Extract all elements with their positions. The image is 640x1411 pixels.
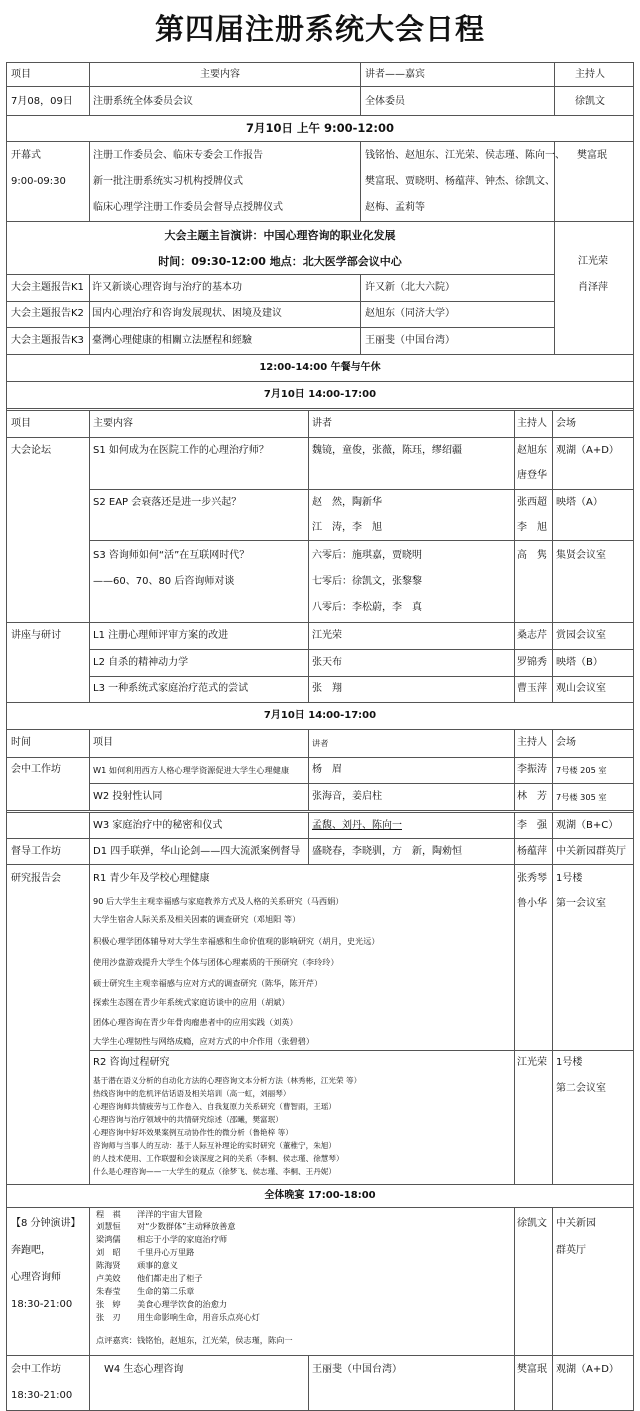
lecture-l2-speaker: 张天布 [312,657,342,668]
workshop-w4-title: W4 生态心理咨询 [104,1364,184,1375]
talk-venue-1: 中关新园 [556,1218,596,1229]
supervision-d1-speaker: 盛晓春，李晓驯，方 新，陶勑恒 [312,846,462,857]
forum-label: 大会论坛 [11,445,51,456]
report-k1-title: 许又新谈心理咨询与治疗的基本功 [92,282,242,293]
research-r1-venue-2: 第一会议室 [556,898,606,909]
workshop-w2-host: 林 芳 [517,791,547,802]
committee-content: 注册系统全体委员会议 [93,96,193,107]
session-header-afternoon-2: 7月10日 14:00-17:00 [263,710,377,721]
report-k3-label: 大会主题报告K3 [11,335,84,346]
talk-venue-2: 群英厅 [556,1245,586,1256]
s2-header-project: 项目 [11,418,31,429]
s2-header-venue: 会场 [556,418,576,429]
committee-speaker: 全体委员 [365,96,405,107]
talk-commentators: 点评嘉宾：钱铭怡，赵旭东，江光荣，侯志瑾，陈向一 [96,1335,293,1345]
research-r1-paper: 探索生态图在青少年系统式家庭访谈中的应用（胡斌） [93,997,290,1007]
lecture-l1-venue: 赏园会议室 [556,630,606,641]
opening-item-2: 新一批注册系统实习机构授牌仪式 [93,176,243,187]
talk-speaker: 程 祺 [96,1209,121,1219]
opening-time: 9:00-09:30 [11,176,66,187]
talk-speaker: 张 婷 [96,1299,121,1309]
forum-s1-speakers: 魏镜，童俊，张薇，陈珏，缪绍疆 [312,445,462,456]
report-k1-speaker: 许又新（北大六院） [365,282,455,293]
research-r2-paper: 什么是心理咨询——一大学生的观点（徐梦飞、侯志瑾、李桐、王丹妮） [93,1167,336,1176]
talk-title: 他们都走出了柜子 [137,1273,203,1283]
forum-s1-host-2: 唐登华 [517,470,547,481]
session-header-morning: 7月10日 上午 9:00-12:00 [246,121,394,135]
research-r2-host: 江光荣 [517,1057,547,1068]
keynote-theme: 大会主题主旨演讲：中国心理咨询的职业化发展 [164,229,396,242]
workshop-w4-label: 会中工作坊 [11,1364,61,1375]
research-r2-paper: 热线咨询中的危机评估话语及相关培训（高一虹，刘丽琴） [93,1089,291,1098]
research-r1-paper: 使用沙盘游戏提升大学生个体与团体心理素质的干预研究（李玲玲） [93,957,339,967]
lecture-l2-title: L2 自杀的精神动力学 [93,657,189,668]
forum-s3-host: 高 隽 [517,550,547,561]
talk-speaker: 陈海贤 [96,1260,121,1270]
workshop-w1-speaker: 杨 眉 [312,764,342,775]
workshop-w3-title: W3 家庭治疗中的秘密和仪式 [93,820,223,831]
s2-header-host: 主持人 [517,418,547,429]
report-k2-speaker: 赵旭东（同济大学） [365,308,455,319]
workshop-w4-time: 18:30-21:00 [11,1390,73,1401]
talk-title: 相忘于小学的家庭治疗师 [137,1234,228,1244]
research-r1-paper: 积极心理学团体辅导对大学生幸福感和生命价值观的影响研究（胡月，史光远） [93,936,380,946]
research-r2-paper: 咨询师与当事人的互动：基于人际互补理论的实时研究（董稚宁，朱旭） [93,1141,336,1150]
forum-s2-host-1: 张西超 [517,497,547,508]
lecture-label: 讲座与研讨 [11,630,61,641]
workshop-w4-host: 樊富珉 [517,1364,547,1375]
lunch-break: 12:00-14:00 午餐与午休 [259,362,381,373]
s3-header-project: 项目 [93,737,113,748]
research-r2-paper: 心理咨询中好坏效果案例互动协作性的微分析（鲁艳梓 等） [93,1128,293,1137]
committee-host: 徐凯文 [575,96,605,107]
s2-header-content: 主要内容 [93,418,133,429]
report-k3-title: 臺灣心理健康的相關立法歷程和經驗 [92,335,252,346]
s2-header-speaker: 讲者 [312,418,332,429]
report-k3-speaker: 王丽斐（中国台湾） [365,335,455,346]
talk-time: 18:30-21:00 [11,1299,73,1310]
opening-label: 开幕式 [11,150,41,161]
talk-label-3: 心理咨询师 [11,1272,61,1283]
committee-date: 7月08，09日 [11,96,73,107]
talk-speaker: 梁鸿儒 [96,1234,121,1244]
workshop-w2-venue: 7号楼 305 室 [556,792,607,802]
session-header-afternoon: 7月10日 14:00-17:00 [263,389,377,400]
opening-item-1: 注册工作委员会、临床专委会工作报告 [93,150,263,161]
talk-speaker: 刘 昭 [96,1247,121,1257]
research-r2-paper: 基于潜在语义分析的自动化方法的心理咨询文本分析方法（林秀彬，江光荣 等） [93,1076,362,1085]
s3-header-time: 时间 [11,737,31,748]
talk-host: 徐凯文 [517,1218,547,1229]
supervision-d1-title: D1 四手联弹，华山论剑——四大流派案例督导 [93,846,301,857]
supervision-d1-venue: 中关新园群英厅 [556,846,626,857]
research-r1-paper: 团体心理咨询在青少年骨肉瘤患者中的应用实践（刘英） [93,1017,298,1027]
opening-host: 樊富珉 [577,150,607,161]
talk-title: 顽事的意义 [137,1260,178,1270]
header-project: 项目 [11,69,31,80]
forum-s2-title: S2 EAP 会衰落还是进一步兴起？ [93,497,242,508]
lecture-l1-host: 桑志芹 [517,630,547,641]
forum-s2-speakers-1: 赵 然，陶新华 [312,497,382,508]
research-r1-paper: 硕士研究生主观幸福感与应对方式的调查研究（陈华，陈开芹） [93,978,323,988]
research-r1-paper: 大学生心理韧性与网络成瘾，应对方式的中介作用（张碧碧） [93,1036,315,1046]
research-label: 研究报告会 [11,873,61,884]
talk-speaker: 刘慧恒 [96,1221,121,1231]
workshop-w3-venue: 观湖（B+C） [556,820,619,831]
opening-item-3: 临床心理学注册工作委员会督导点授牌仪式 [93,202,283,213]
forum-s3-venue: 集贤会议室 [556,550,606,561]
header-content: 主要内容 [200,69,240,80]
workshop-w4-venue: 观湖（A+D） [556,1364,619,1375]
talk-title: 生命的第二乐章 [137,1286,195,1296]
lecture-l2-host: 罗锦秀 [517,657,547,668]
workshop-w3-host: 李 强 [517,820,547,831]
workshop-w2-speaker: 张海音，姜启柱 [312,791,382,802]
forum-s1-title: S1 如何成为在医院工作的心理治疗师？ [93,445,269,456]
dinner-header: 全体晚宴 17:00-18:00 [264,1190,376,1201]
s3-header-host: 主持人 [517,737,547,748]
workshop-w1-venue: 7号楼 205 室 [556,765,607,775]
forum-s2-speakers-2: 江 涛，李 旭 [312,522,382,533]
page-title: 第四届注册系统大会日程 [154,12,485,46]
forum-s1-venue: 观湖（A+D） [556,445,619,456]
research-r1-paper: 90 后大学生主观幸福感与家庭教养方式及人格的关系研究（马西娟） [93,896,344,906]
research-r1-paper: 大学生宿舍人际关系及相关因素的调查研究（邓旭阳 等） [93,914,301,924]
lecture-l3-title: L3 一种系统式家庭治疗范式的尝试 [93,683,249,694]
research-r2-paper: 心理咨询与治疗领域中的共情研究综述（邵曦，樊富珉） [93,1115,283,1124]
keynote-host-2: 肖泽萍 [578,282,608,293]
opening-speakers-3: 赵梅、孟莉等 [365,202,425,213]
s3-header-venue: 会场 [556,737,576,748]
talk-speaker: 张 刃 [96,1312,121,1322]
lecture-l3-venue: 观山会议室 [556,683,606,694]
research-r1-host-2: 鲁小华 [517,898,547,909]
research-r2-paper: 心理咨询师共情疲劳与工作卷入、自我复原力关系研究（曹智雨，王瑶） [93,1102,336,1111]
lecture-l2-venue: 映塔（B） [556,657,603,668]
forum-s3-speakers-1: 六零后：施琪嘉，贾晓明 [312,550,422,561]
forum-s3-speakers-2: 七零后：徐凯文，张黎黎 [312,576,422,587]
research-r1-venue-1: 1号楼 [556,873,583,884]
opening-speakers-1: 钱铭怡、赵旭东、江光荣、侯志瑾、陈向一、 [365,150,565,161]
lecture-l1-speaker: 江光荣 [312,630,342,641]
research-r1-host-1: 张秀琴 [517,873,547,884]
workshop-w3-speaker: 孟馥、刘丹、陈向一 [312,820,402,831]
workshop-w4-speaker: 王丽斐（中国台湾） [312,1364,402,1375]
lecture-l3-host: 曹玉萍 [517,683,547,694]
talk-title: 对“少数群体”主动释放善意 [137,1221,236,1231]
workshop-w1-host: 李振涛 [517,764,547,775]
keynote-time-place: 时间：09:30-12:00 地点：北大医学部会议中心 [158,255,402,268]
forum-s2-host-2: 李 旭 [517,522,547,533]
talk-label-1: 【8 分钟演讲】 [11,1218,81,1229]
research-r2-title: R2 咨询过程研究 [93,1057,170,1068]
supervision-d1-host: 杨蕴萍 [517,846,547,857]
forum-s3-title: S3 咨询师如何“活”在互联网时代？ [93,550,250,561]
lecture-l1-title: L1 注册心理师评审方案的改进 [93,630,229,641]
forum-s1-host-1: 赵旭东 [517,445,547,456]
forum-s3-speakers-3: 八零后：李松蔚，李 真 [312,602,422,613]
talk-speaker: 卢美姣 [96,1273,121,1283]
workshop-w2-title: W2 投射性认同 [93,791,163,802]
research-r1-title: R1 青少年及学校心理健康 [93,873,210,884]
s3-header-speaker: 讲者 [312,738,329,748]
forum-s2-venue: 映塔（A） [556,497,603,508]
opening-speakers-2: 樊富珉、贾晓明、杨蕴萍、钟杰、徐凯文、 [365,176,555,187]
talk-title: 用生命影响生命，用音乐点亮心灯 [137,1312,260,1322]
keynote-host-1: 江光荣 [578,256,608,267]
header-speaker: 讲者——嘉宾 [365,69,425,80]
talk-label-2: 奔跑吧， [11,1245,51,1256]
research-r2-paper: 的人技术使用、工作联盟和会谈深度之间的关系（李桐、侯志瑾、徐慧琴） [93,1154,344,1163]
report-k1-label: 大会主题报告K1 [11,282,84,293]
talk-title: 美食心理学饮食的治愈力 [137,1299,228,1309]
forum-s3-subtitle: ——60、70、80 后咨询师对谈 [93,576,235,587]
research-r2-venue-2: 第二会议室 [556,1083,606,1094]
talk-title: 洋洋的宇宙大冒险 [137,1209,203,1219]
lecture-l3-speaker: 张 翔 [312,683,342,694]
header-host: 主持人 [575,69,605,80]
workshop-label: 会中工作坊 [11,764,61,775]
talk-speaker: 朱春莹 [96,1286,121,1296]
report-k2-label: 大会主题报告K2 [11,308,84,319]
report-k2-title: 国内心理治疗和咨询发展现状、困境及建议 [92,308,282,319]
supervision-label: 督导工作坊 [11,846,61,857]
workshop-w1-title: W1 如何利用西方人格心理学资源促进大学生心理健康 [93,765,290,775]
research-r2-venue-1: 1号楼 [556,1057,583,1068]
talk-title: 千里丹心万里路 [137,1247,195,1257]
